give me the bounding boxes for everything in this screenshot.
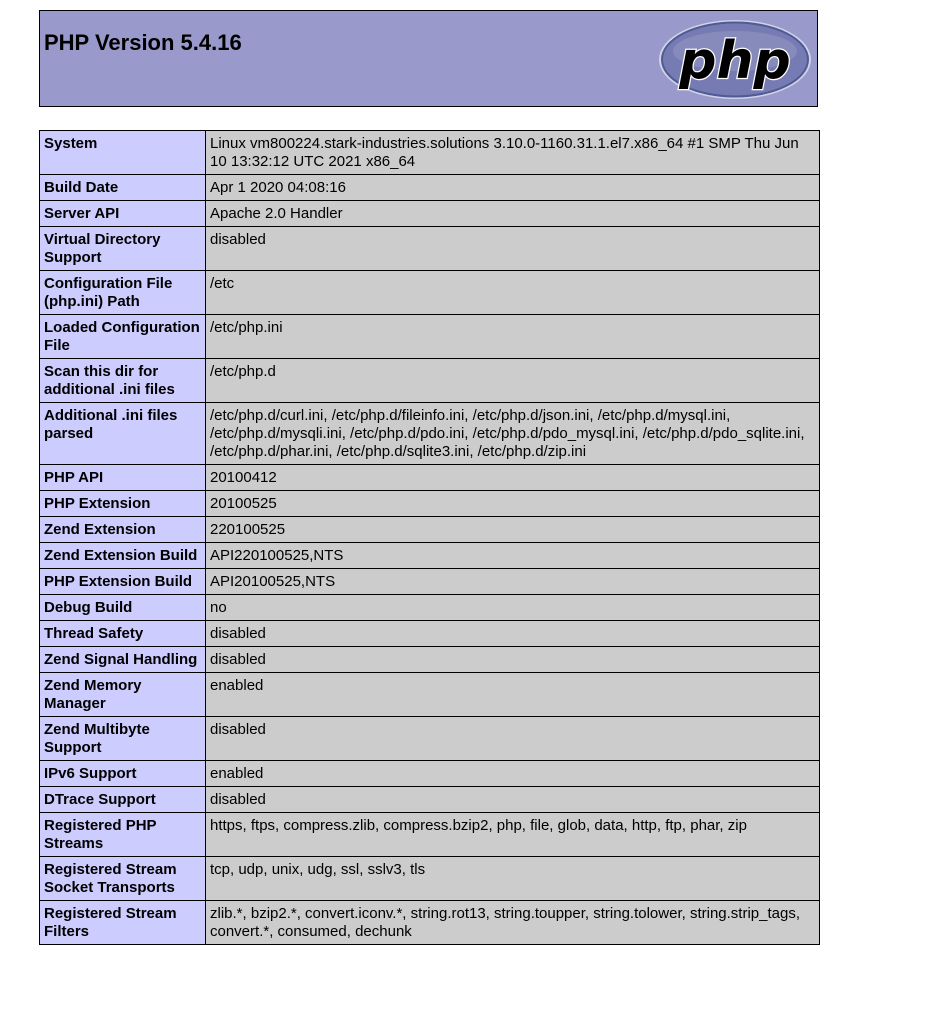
table-row [40, 595, 820, 621]
table-row [40, 201, 820, 227]
table-row [40, 857, 820, 901]
config-key-cell: Zend Memory Manager [40, 673, 206, 717]
table-row [40, 315, 820, 359]
config-value-cell: zlib.*, bzip2.*, convert.iconv.*, string.rot13, string.toupper, string.tolower, string.strip_tags, convert.*, consumed, dechunk [206, 901, 820, 945]
config-value-cell: tcp, udp, unix, udg, ssl, sslv3, tls [206, 857, 820, 901]
table-row [40, 787, 820, 813]
config-value-cell: 220100525 [206, 517, 820, 543]
config-key-cell: Thread Safety [40, 621, 206, 647]
config-key-cell: Build Date [40, 175, 206, 201]
table-row [40, 647, 820, 673]
config-key-cell: Loaded Configuration File [40, 315, 206, 359]
table-row [40, 761, 820, 787]
config-value-cell: /etc/php.d [206, 359, 820, 403]
config-key-cell: Scan this dir for additional .ini files [40, 359, 206, 403]
table-row [40, 543, 820, 569]
config-value-cell: /etc [206, 271, 820, 315]
config-key-cell: Zend Extension [40, 517, 206, 543]
page-title: PHP Version 5.4.16 [44, 30, 242, 55]
config-key-cell: Zend Signal Handling [40, 647, 206, 673]
config-key-cell: Registered PHP Streams [40, 813, 206, 857]
config-key-cell: Server API [40, 201, 206, 227]
config-value-cell: Linux vm800224.stark-industries.solutions 3.10.0-1160.31.1.el7.x86_64 #1 SMP Thu Jun 10 13:32:12 UTC 2021 x86_64 [206, 131, 820, 175]
version-header [39, 10, 818, 107]
config-value-cell: 20100412 [206, 465, 820, 491]
table-row [40, 717, 820, 761]
config-key-cell: Additional .ini files parsed [40, 403, 206, 465]
config-key-cell: Configuration File (php.ini) Path [40, 271, 206, 315]
config-key-cell: Zend Extension Build [40, 543, 206, 569]
config-value-cell: no [206, 595, 820, 621]
phpinfo-page [39, 10, 818, 945]
config-value-cell: enabled [206, 673, 820, 717]
config-key-cell: PHP API [40, 465, 206, 491]
config-key-cell: IPv6 Support [40, 761, 206, 787]
table-row [40, 517, 820, 543]
system-info-table [39, 130, 820, 945]
config-value-cell: https, ftps, compress.zlib, compress.bzip2, php, file, glob, data, http, ftp, phar, zip [206, 813, 820, 857]
config-key-cell: Registered Stream Filters [40, 901, 206, 945]
table-row [40, 569, 820, 595]
config-key-cell: Registered Stream Socket Transports [40, 857, 206, 901]
config-value-cell: Apache 2.0 Handler [206, 201, 820, 227]
config-key-cell: PHP Extension [40, 491, 206, 517]
table-row [40, 491, 820, 517]
table-row [40, 271, 820, 315]
table-row [40, 227, 820, 271]
php-logo-text: php [679, 31, 791, 91]
table-row [40, 175, 820, 201]
config-key-cell: Zend Multibyte Support [40, 717, 206, 761]
config-key-cell: Virtual Directory Support [40, 227, 206, 271]
config-value-cell: disabled [206, 787, 820, 813]
config-value-cell: API20100525,NTS [206, 569, 820, 595]
table-row [40, 813, 820, 857]
config-key-cell: PHP Extension Build [40, 569, 206, 595]
config-value-cell: Apr 1 2020 04:08:16 [206, 175, 820, 201]
table-row [40, 403, 820, 465]
config-value-cell: API220100525,NTS [206, 543, 820, 569]
table-row [40, 131, 820, 175]
config-value-cell: disabled [206, 717, 820, 761]
config-value-cell: /etc/php.ini [206, 315, 820, 359]
table-row [40, 359, 820, 403]
table-row [40, 673, 820, 717]
config-key-cell: DTrace Support [40, 787, 206, 813]
table-row [40, 621, 820, 647]
config-key-cell: System [40, 131, 206, 175]
config-value-cell: 20100525 [206, 491, 820, 517]
php-logo-icon [658, 19, 812, 100]
config-value-cell: disabled [206, 621, 820, 647]
config-value-cell: enabled [206, 761, 820, 787]
table-row [40, 465, 820, 491]
config-value-cell: disabled [206, 227, 820, 271]
config-key-cell: Debug Build [40, 595, 206, 621]
table-row [40, 901, 820, 945]
config-value-cell: disabled [206, 647, 820, 673]
config-value-cell: /etc/php.d/curl.ini, /etc/php.d/fileinfo.ini, /etc/php.d/json.ini, /etc/php.d/mysql.ini, /etc/php.d/mysqli.ini, /etc/php.d/pdo.ini, /etc/php.d/pdo_mysql.ini, /etc/php.d/pdo_sqlite.ini, /etc/php.d/phar.ini, /etc/php.d/sqlite3.ini, /etc/php.d/zip.ini [206, 403, 820, 465]
